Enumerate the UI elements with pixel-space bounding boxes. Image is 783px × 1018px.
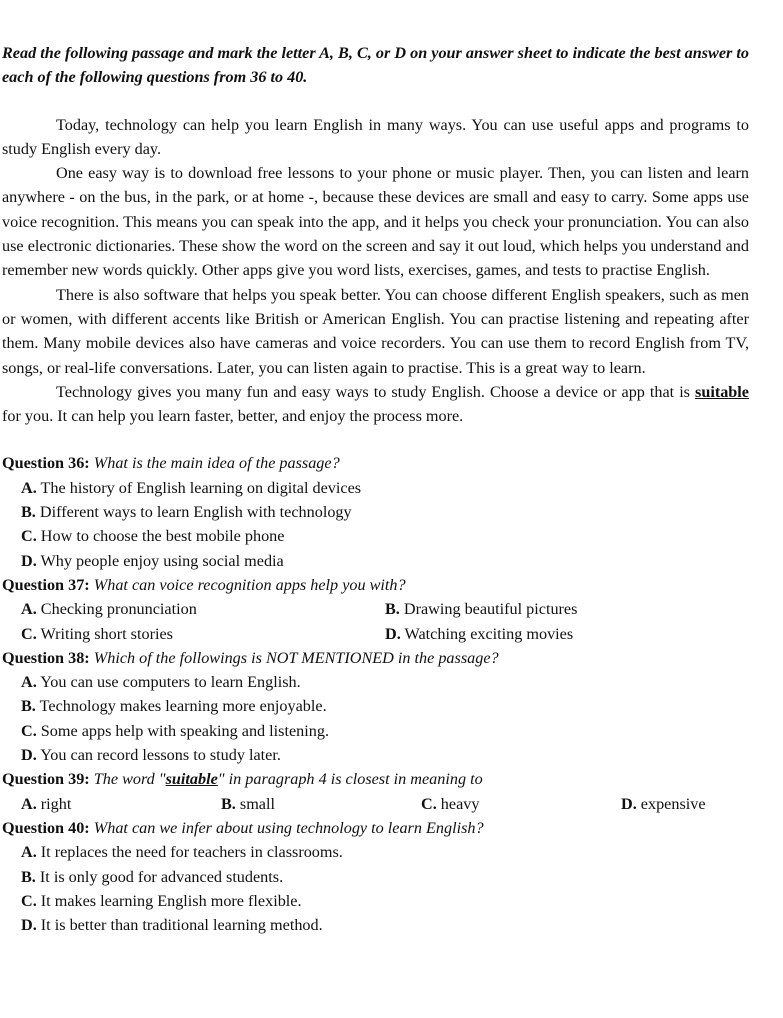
option-text: The history of English learning on digital devices xyxy=(40,478,362,497)
option-text: You can use computers to learn English. xyxy=(40,673,301,692)
option-text: Some apps help with speaking and listening. xyxy=(40,721,329,740)
question-text: What can voice recognition apps help you with? xyxy=(93,575,406,594)
question-text-before: The word " xyxy=(93,770,166,789)
option-letter: C. xyxy=(21,527,37,546)
question-36 xyxy=(2,451,749,572)
paragraph-1: Today, technology can help you learn English in many ways. You can use useful apps and programs to study English every day. xyxy=(2,115,749,158)
paragraph-4 xyxy=(2,380,749,429)
option-letter: B. xyxy=(21,697,36,716)
option-text: It is only good for advanced students. xyxy=(39,867,284,886)
question-number: Question 37: xyxy=(2,575,90,594)
option-a[interactable] xyxy=(2,476,749,500)
question-number: Question 36: xyxy=(2,454,90,473)
question-38 xyxy=(2,646,749,767)
question-40 xyxy=(2,816,749,937)
option-a[interactable] xyxy=(2,670,749,694)
question-text: What can we infer about using technology to learn English? xyxy=(93,818,484,837)
option-letter: C. xyxy=(21,891,37,910)
option-c[interactable] xyxy=(421,792,621,816)
option-letter: B. xyxy=(385,600,400,619)
option-b[interactable] xyxy=(385,597,749,621)
option-c[interactable] xyxy=(2,719,749,743)
option-text: How to choose the best mobile phone xyxy=(40,527,285,546)
paragraph-3: There is also software that helps you speak better. You can choose different English speakers, such as men or women, with different accents like British or American English. You can practise listening and repeating after them. Many mobile devices also have cameras and voice recorders. You can use them to record English from TV, songs, or real-life conversations. Later, you can listen again to practise. This is a great way to learn. xyxy=(2,285,749,377)
question-stem xyxy=(2,646,749,670)
option-a[interactable] xyxy=(21,597,385,621)
option-text: It replaces the need for teachers in classrooms. xyxy=(40,843,343,862)
option-row xyxy=(2,597,749,621)
option-row xyxy=(2,622,749,646)
option-text: right xyxy=(40,794,72,813)
option-letter: C. xyxy=(21,624,37,643)
option-b[interactable] xyxy=(2,500,749,524)
question-stem xyxy=(2,573,749,597)
option-text: Why people enjoy using social media xyxy=(40,551,284,570)
option-text: Different ways to learn English with technology xyxy=(39,503,352,522)
option-c[interactable] xyxy=(2,524,749,548)
option-a[interactable] xyxy=(21,792,221,816)
option-letter: D. xyxy=(21,746,37,765)
option-row xyxy=(2,792,749,816)
paragraph-4-after: for you. It can help you learn faster, better, and enjoy the process more. xyxy=(2,407,464,426)
option-letter: A. xyxy=(21,673,37,692)
question-stem xyxy=(2,767,749,791)
option-letter: B. xyxy=(221,794,236,813)
option-c[interactable] xyxy=(2,889,749,913)
option-letter: A. xyxy=(21,794,37,813)
question-number: Question 39: xyxy=(2,770,90,789)
option-d[interactable] xyxy=(2,549,749,573)
option-text: It is better than traditional learning method. xyxy=(40,916,323,935)
question-text-after: " in paragraph 4 is closest in meaning to xyxy=(217,770,483,789)
option-a[interactable] xyxy=(2,840,749,864)
option-letter: D. xyxy=(21,916,37,935)
option-letter: D. xyxy=(385,624,401,643)
option-d[interactable] xyxy=(385,622,749,646)
question-number: Question 38: xyxy=(2,648,90,667)
option-text: Drawing beautiful pictures xyxy=(403,600,578,619)
question-text: Which of the followings is NOT MENTIONED in the passage? xyxy=(93,648,499,667)
option-text: Technology makes learning more enjoyable. xyxy=(39,697,327,716)
option-b[interactable] xyxy=(2,865,749,889)
option-d[interactable] xyxy=(2,743,749,767)
instructions: Read the following passage and mark the letter A, B, C, or D on your answer sheet to indicate the best answer to each of the following questions from 36 to 40. xyxy=(2,44,749,87)
reading-passage xyxy=(2,113,749,429)
option-letter: B. xyxy=(21,867,36,886)
option-letter: D. xyxy=(21,551,37,570)
question-stem xyxy=(2,451,749,475)
question-text: What is the main idea of the passage? xyxy=(93,454,340,473)
option-letter: C. xyxy=(21,721,37,740)
question-keyword: suitable xyxy=(165,770,218,789)
question-number: Question 40: xyxy=(2,818,90,837)
question-stem xyxy=(2,816,749,840)
option-text: expensive xyxy=(640,794,706,813)
option-text: Checking pronunciation xyxy=(40,600,197,619)
option-letter: C. xyxy=(421,794,437,813)
option-text: Watching exciting movies xyxy=(404,624,574,643)
option-d[interactable] xyxy=(621,792,706,816)
option-text: heavy xyxy=(440,794,480,813)
option-letter: A. xyxy=(21,478,37,497)
keyword-suitable: suitable xyxy=(695,382,749,401)
option-c[interactable] xyxy=(21,622,385,646)
paragraph-4-before: Technology gives you many fun and easy ways to study English. Choose a device or app that is xyxy=(56,382,696,401)
option-text: small xyxy=(239,794,275,813)
option-b[interactable] xyxy=(221,792,421,816)
option-letter: A. xyxy=(21,843,37,862)
question-text xyxy=(94,770,483,788)
paragraph-2: One easy way is to download free lessons to your phone or music player. Then, you can listen and learn anywhere - on the bus, in the park, or at home -, because these devices are small and easy to carry. Some apps use voice recognition. This means you can speak into the app, and it helps you check your pronunciation. You can also use electronic dictionaries. These show the word on the screen and say it out loud, which helps you understand and remember new words quickly. Other apps give you word lists, exercises, games, and tests to practise English. xyxy=(2,164,749,280)
option-text: You can record lessons to study later. xyxy=(40,746,281,765)
option-text: It makes learning English more flexible. xyxy=(40,891,302,910)
option-letter: D. xyxy=(621,794,637,813)
option-b[interactable] xyxy=(2,694,749,718)
option-d[interactable] xyxy=(2,913,749,937)
question-list xyxy=(2,451,749,937)
question-39 xyxy=(2,767,749,816)
option-letter: B. xyxy=(21,503,36,522)
question-37 xyxy=(2,573,749,646)
option-text: Writing short stories xyxy=(40,624,173,643)
option-letter: A. xyxy=(21,600,37,619)
